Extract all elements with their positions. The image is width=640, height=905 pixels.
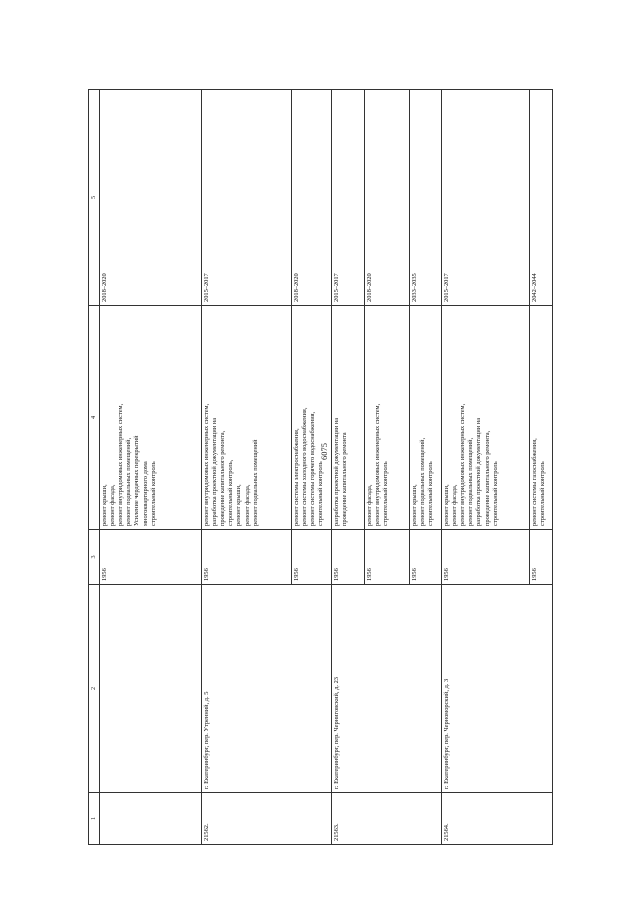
capital-repair-table [88,90,545,845]
construction-year-cell: 1956 [410,530,442,585]
repair-period-cell: 2015–2017 [332,90,365,306]
repair-works-cell [442,306,530,530]
repair-work-item: проведение капитального ремонта, [483,430,491,526]
row-number-cell: 21562. [202,793,332,845]
repair-work-item: строительный контроль [539,461,547,526]
repair-work-item: ремонт крыши, [235,484,243,526]
repair-period-cell: 2042–2044 [530,90,553,306]
address-cell: г. Екатеринбург, пер. Утренний, д. 5 [202,585,332,793]
column-header: 4 [89,306,100,530]
repair-work-item: ремонт крыши, [101,484,109,526]
repair-works-cell [292,306,332,530]
repair-work-item: проведение капитального ремонта, [219,430,227,526]
repair-works-cell [365,306,410,530]
column-header: 3 [89,530,100,585]
repair-work-item: Усиление чердачных перекрытий [133,435,141,526]
repair-work-item: ремонт системы электроснабжения, [293,428,301,526]
repair-period-cell: 2018–2020 [365,90,410,306]
repair-work-item: строительный контроль [317,461,325,526]
row-number-cell: 21564. [442,793,553,845]
repair-work-item: ремонт подвальных помещений, [125,437,133,526]
repair-work-item: проведение капитального ремонта [341,432,349,526]
repair-work-item: разработка проектной документации на [211,417,219,526]
repair-work-item: разработка проектной документации на [475,417,483,526]
address-cell: г. Екатеринбург, пер. Черниговский, д. 23 [332,585,442,793]
column-header: 2 [89,585,100,793]
repair-period-cell: 2015–2017 [202,90,292,306]
repair-work-item: разработка проектной документации на [333,417,341,526]
repair-work-item: строительный контроль [427,461,435,526]
repair-work-item: строительный контроль [149,461,157,526]
repair-work-item: ремонт подвальных помещений [251,439,259,526]
repair-period-cell: 2018–2020 [292,90,332,306]
table-row [442,90,530,845]
repair-work-item: ремонт подвальных помещений, [467,437,475,526]
address-cell [100,585,202,793]
repair-work-item: ремонт внутридомовых инженерных систем, [459,403,467,526]
repair-work-item: ремонт крыши, [443,484,451,526]
construction-year-cell: 1956 [202,530,292,585]
repair-period-cell: 2018–2020 [100,90,202,306]
repair-works-cell [202,306,292,530]
table-row [202,90,292,845]
column-number-header-row [89,90,100,845]
column-header: 5 [89,90,100,306]
repair-works-cell [332,306,365,530]
repair-work-item: ремонт системы холодного водоснабжения, [301,407,309,526]
repair-work-item: строительный контроль, [227,459,235,526]
repair-work-item: ремонт системы горячего водоснабжения, [309,411,317,526]
repair-work-item: строительный контроль [491,461,499,526]
column-header: 1 [89,793,100,845]
repair-works-cell [100,306,202,530]
repair-work-item: ремонт внутридомовых инженерных систем, [117,403,125,526]
repair-period-cell: 2033–2035 [410,90,442,306]
table-row [100,90,202,845]
repair-works-cell [410,306,442,530]
repair-period-cell: 2015–2017 [442,90,530,306]
construction-year-cell: 1956 [332,530,365,585]
construction-year-cell: 1956 [442,530,530,585]
construction-year-cell: 1956 [365,530,410,585]
repair-schedule-table [88,89,553,845]
repair-work-item: ремонт внутридомовых инженерных систем, [203,403,211,526]
repair-work-item: ремонт фасада, [366,484,374,526]
repair-work-item: многоквартирного дома [141,461,149,526]
repair-work-item: ремонт крыши, [411,484,419,526]
repair-work-item: ремонт системы газоснабжения, [531,438,539,526]
construction-year-cell: 1956 [530,530,553,585]
page-number: 6075 [319,443,329,460]
repair-works-cell [530,306,553,530]
repair-work-item: строительный контроль [382,461,390,526]
table-row [332,90,365,845]
repair-work-item: ремонт подвальных помещений, [419,437,427,526]
row-number-cell [100,793,202,845]
repair-work-item: ремонт фасада, [451,484,459,526]
row-number-cell: 21563. [332,793,442,845]
repair-work-item: ремонт фасада, [109,484,117,526]
address-cell: г. Екатеринбург, пер. Черноморский, д. 3 [442,585,553,793]
construction-year-cell: 1956 [292,530,332,585]
construction-year-cell: 1956 [100,530,202,585]
repair-work-item: ремонт внутридомовых инженерных систем, [374,403,382,526]
repair-work-item: ремонт фасада, [243,484,251,526]
